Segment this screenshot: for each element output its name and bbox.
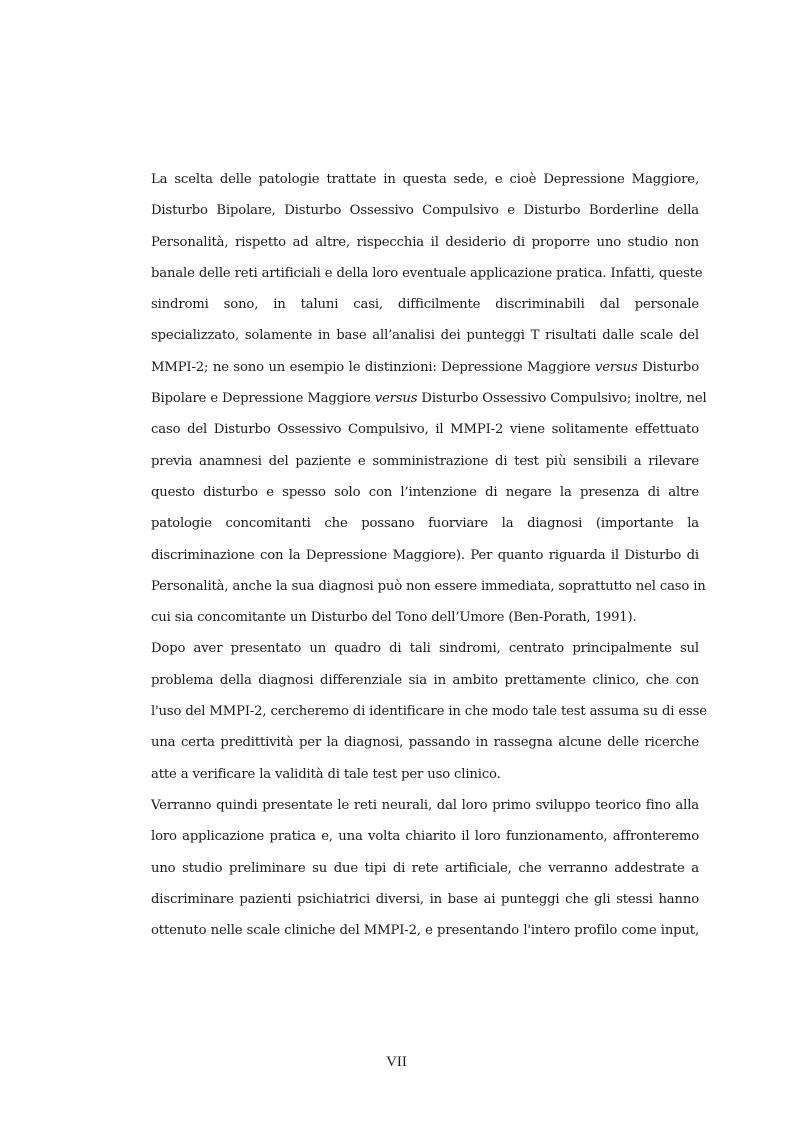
text-segment: Verranno quindi presentate le reti neurali, dal loro primo sviluppo teorico fino alla (151, 797, 699, 813)
text-segment: caso del Disturbo Ossessivo Compulsivo, il MMPI-2 viene solitamente effettuato (151, 422, 699, 438)
text-line (151, 352, 699, 383)
text-segment: cui sia concomitante un Disturbo del Tono dell’Umore (Ben-Porath, 1991). (151, 610, 637, 626)
text-line (151, 884, 699, 915)
text-segment: banale delle reti artificiali e della loro eventuale applicazione pratica. Infatti, queste (151, 265, 703, 281)
text-line (151, 414, 699, 445)
text-segment: una certa predittività per la diagnosi, passando in rassegna alcune delle ricerche (151, 735, 699, 751)
text-line (151, 258, 703, 289)
text-line (151, 571, 706, 602)
text-line (151, 289, 699, 320)
text-line (151, 790, 699, 821)
text-line (151, 227, 699, 258)
text-segment: ottenuto nelle scale cliniche del MMPI-2, e presentando l'intero profilo come input, (151, 923, 699, 939)
text-segment: Bipolare e Depressione Maggiore (151, 391, 375, 407)
text-line (151, 383, 707, 414)
text-segment: Dopo aver presentato un quadro di tali sindromi, centrato principalmente sul (151, 641, 699, 657)
paragraph (151, 633, 707, 789)
text-segment: specializzato, solamente in base all’analisi dei punteggi T risultati dalle scale del (151, 328, 699, 344)
text-line (151, 164, 699, 195)
text-line (151, 633, 699, 664)
text-segment: atte a verificare la validità di tale test per uso clinico. (151, 766, 501, 782)
text-segment: Disturbo Bipolare, Disturbo Ossessivo Compulsivo e Disturbo Borderline della (151, 203, 699, 219)
text-segment: patologie concomitanti che possano fuorviare la diagnosi (importante la (151, 516, 699, 532)
text-segment: uno studio preliminare su due tipi di rete artificiale, che verranno addestrate a (151, 860, 699, 876)
text-segment: Disturbo Ossessivo Compulsivo; inoltre, nel (417, 391, 707, 407)
text-segment: Personalità, anche la sua diagnosi può non essere immediata, soprattutto nel caso in (151, 578, 706, 594)
text-segment: l'uso del MMPI-2, cercheremo di identificare in che modo tale test assuma su di esse (151, 704, 707, 720)
text-line (151, 477, 699, 508)
text-segment: sindromi sono, in taluni casi, difficilmente discriminabili dal personale (151, 297, 699, 313)
text-line (151, 195, 699, 226)
text-segment: questo disturbo e spesso solo con l’intenzione di negare la presenza di altre (151, 484, 699, 500)
text-segment: previa anamnesi del paziente e somministrazione di test più sensibili a rilevare (151, 453, 699, 469)
text-segment: problema della diagnosi differenziale sia in ambito prettamente clinico, che con (151, 672, 699, 688)
text-line (151, 821, 699, 852)
text-segment: loro applicazione pratica e, una volta chiarito il loro funzionamento, affronteremo (151, 829, 699, 845)
text-line (151, 446, 699, 477)
text-segment: La scelta delle patologie trattate in questa sede, e cioè Depressione Maggiore, (151, 172, 699, 187)
text-line (151, 853, 699, 884)
italic-term: versus (594, 359, 638, 375)
text-segment: Personalità, rispetto ad altre, rispecchia il desiderio di proporre uno studio non (151, 234, 699, 250)
text-segment: discriminazione con la Depressione Maggiore). Per quanto riguarda il Disturbo di (151, 547, 699, 563)
paragraph (151, 164, 707, 633)
text-line (151, 602, 699, 633)
text-line (151, 320, 699, 351)
text-line (151, 727, 699, 758)
text-line (151, 665, 699, 696)
text-line (151, 696, 707, 727)
text-line (151, 540, 699, 571)
text-line (151, 915, 699, 946)
text-line (151, 759, 699, 790)
page-number: VII (386, 1054, 407, 1070)
text-segment: MMPI-2; ne sono un esempio le distinzioni: Depressione Maggiore (151, 359, 595, 375)
text-segment: discriminare pazienti psichiatrici diversi, in base ai punteggi che gli stessi hanno (151, 891, 699, 907)
paragraph (151, 790, 699, 946)
italic-term: versus (374, 391, 418, 407)
page-body (151, 164, 707, 946)
text-line (151, 508, 699, 539)
text-segment: Disturbo (637, 359, 699, 375)
